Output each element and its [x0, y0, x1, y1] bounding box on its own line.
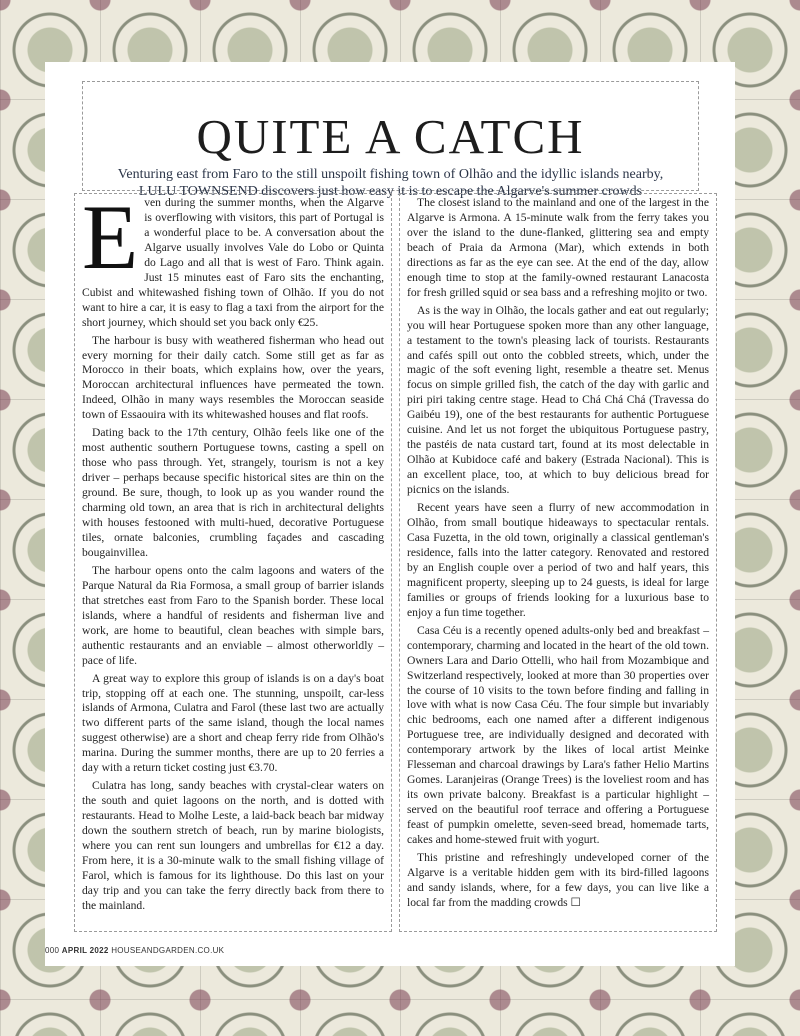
right-column [399, 193, 717, 932]
left-column [74, 186, 392, 932]
magazine-page [45, 62, 735, 966]
paragraph: Dating back to the 17th century, Olhão feels like one of the most authentic southern Portuguese towns, casting a spell on those who pass through. Yet, strangely, tourism is not a key driver – perhaps because specific historical sites are thin on the ground. Be sure, though, to look up as you wander round the charming old town, an area that is rich in architectural delights with houses festooned with multi-hued, decorative Portuguese tiles, ornate balconies, crumbling façades and cascading bougainvillea. [82, 426, 384, 559]
page-footer [45, 946, 224, 955]
issue-date: APRIL 2022 [61, 946, 109, 955]
paragraph: The harbour opens onto the calm lagoons and waters of the Parque Natural da Ria Formosa, a small group of barrier islands that stretches east from Faro to the Spanish border. These local islands, where a handful of residents and fisherman live and work, are home to beautiful, clean beaches with simple bars, authentic restaurants and an enviable – almost otherworldly – pace of life. [82, 563, 384, 667]
paragraph: Recent years have seen a flurry of new accommodation in Olhão, from small boutique hideaways to spectacular rentals. Casa Fuzetta, in the old town, originally a classical gentleman's residence, falls into the latter category. Renovated and restored by an English couple over a period of two and half years, this magnificent property, sleeping up to 24 guests, is ideal for large families or groups of friends looking for a luxurious base to enjoy a fun time together. [407, 501, 709, 619]
paragraph: A great way to explore this group of islands is on a day's boat trip, stopping off at each one. The stunning, unspoilt, car-less islands of Armona, Culatra and Farol (these last two are actually two different parts of the same island, though the local names suggest otherwise) are a short and cheap ferry ride from Olhão's marina. During the summer months, there are up to 20 ferries a day with a return ticket costing just €3.70. [82, 671, 384, 775]
paragraph: Even during the summer months, when the Algarve is overflowing with visitors, this part of Portugal is a wonderful place to be. A conversation about the Algarve usually involves Vale do Lobo or Quinta do Lago and all that is west of Faro. Think again. Just 15 minutes east of Faro sits the enchanting, Cubist and whitewashed fishing town of Olhão. If you do not want to hire a car, it is easy to flag a taxi from the airport for the short journey, which should set you back only €25. [82, 186, 384, 329]
article-title: QUITE A CATCH [196, 109, 585, 164]
page-number: 000 [45, 946, 60, 955]
title-box [82, 81, 699, 199]
drop-cap: E [82, 186, 139, 288]
site-url: HOUSEANDGARDEN.CO.UK [111, 946, 225, 955]
paragraph: As is the way in Olhão, the locals gather and eat out regularly; you will hear Portuguese spoken more than any other language, a testament to the town's pleasing lack of tourists. Restaurants and cafés spill out onto the cobbled streets, which, under the magic of the soft evening light, resemble a theatre set. Menus focus on simple grilled fish, the catch of the day with garlic and piri piri taking centre stage. Head to Chá Chá Chá (Travessa do Gaibéu 19), one of the best restaurants for authentic Portuguese cuisine. And let us not forget the ubiquitous Portuguese pastry, the pastéis de nata custard tart, found at its most delectable in Olhão at Kubidoce café and bakery (Estrada Nacional). This is an excellent place, too, at which to buy delicious bread for picnics on the islands. [407, 303, 709, 497]
paragraph: Culatra has long, sandy beaches with crystal-clear waters on the south and quiet lagoons on the north, and is dotted with restaurants. Head to Molhe Leste, a laid-back beach bar midway down the southern stretch of beach, run by marine biologists, where you can rent sun loungers and umbrellas for €12 a day. From here, it is a 30-minute walk to the small fishing village of Farol, which is famous for its lighthouse. Do this last on your day trip and you can take the ferry directly back from there to the mainland. [82, 779, 384, 912]
paragraph: Casa Céu is a recently opened adults-only bed and breakfast – contemporary, charming and located in the heart of the old town. Owners Lara and Dario Ottelli, who hail from Mozambique and Switzerland respectively, looked at more than 30 properties over the course of 10 visits to the town before finding and falling in love with what is now Casa Céu. The four simple but invariably chic bedrooms, each one named after a different indigenous Portuguese tree, are individually designed and decorated with contemporary artwork by the likes of local artist Meinke Flesseman and charcoal drawings by Lara's father Helio Martins Gomes. Laranjeiras (Orange Trees) is the loveliest room and has its own private balcony. Breakfast is a particular highlight – served on the beautiful roof terrace and offering a Portuguese feast of pumpkin omelette, seven-seed bread, homemade tarts, cakes and home-stewed fruit with yogurt. [407, 623, 709, 847]
article-standfirst: Venturing east from Faro to the still unspoilt fishing town of Olhão and the idyllic islands nearby, LULU TOWNSEND discovers just how easy it is to escape the Algarve's summer crowds [117, 167, 664, 199]
paragraph: The harbour is busy with weathered fisherman who head out every morning for their daily catch. Some still get as far as Morocco in their boats, which explains how, over the years, Moroccan architectural influences have permeated the town. Indeed, Olhão in many ways resembles the Moroccan seaside town of Essaouira with its whitewashed houses and flat roofs. [82, 333, 384, 422]
paragraph: This pristine and refreshingly undeveloped corner of the Algarve is a veritable hidden gem with its bird-filled lagoons and sandy islands, where, for a few days, you can live like a local far from the madding crowds ☐ [407, 850, 709, 909]
paragraph: The closest island to the mainland and one of the largest in the Algarve is Armona. A 15-minute walk from the ferry takes you over the island to the dune-flanked, glittering sea and empty beach of Praia da Armona (Mar), which extends in both directions as far as the eye can see. At the end of the day, allow enough time to stop at the family-owned restaurant Lanacosta for fresh grilled squid or sea bass and a refreshing mojito or two. [407, 196, 709, 299]
